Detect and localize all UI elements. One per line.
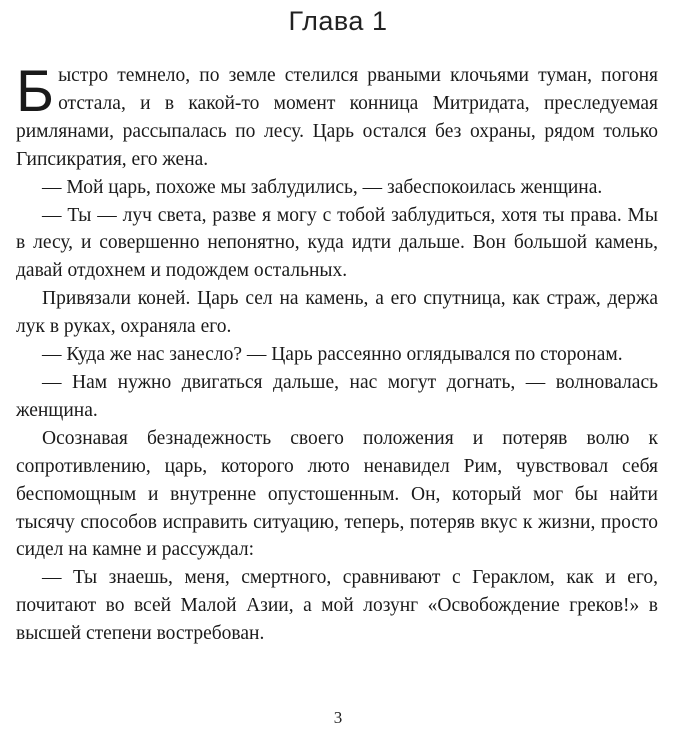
paragraph: — Мой царь, похоже мы заблудились, — забеспокоилась женщина. xyxy=(42,176,603,198)
paragraph-text: ыстро темнело, по земле стелился рваными клочьями туман, погоня отстала, и в какой-то момент конница Митридата, преследуемая римлянами, рассыпалась по лесу. Царь остался без охраны, рядом только Гипсикратия, его жена. xyxy=(16,65,658,170)
paragraph: Привязали коней. Царь сел на камень, а его спутница, как страж, держа лук в руках, охраняла его. xyxy=(16,288,658,338)
paragraph: — Нам нужно двигаться дальше, нас могут догнать, — волновалась женщина. xyxy=(16,371,658,421)
page-number: 3 xyxy=(333,708,343,727)
paragraph: — Ты знаешь, меня, смертного, сравнивают с Гераклом, как и его, почитают во всей Малой Азии, а мой лозунг «Освобождение греков!» в высшей степени востребован. xyxy=(16,567,658,645)
paragraph: — Куда же нас занесло? — Царь рассеянно оглядывался по сторонам. xyxy=(42,344,623,366)
drop-cap: Б xyxy=(16,59,55,124)
paragraph: Осознавая безнадежность своего положения и потеряв волю к сопротивлению, царь, которого люто ненавидел Рим, чувствовал себя беспомощным и внутренне опустошенным. Он, который мог бы найти тысячу способов исправить ситуацию, теперь, потеряв вкус к жизни, просто сидел на камне и рассуждал: xyxy=(16,427,658,561)
chapter-body xyxy=(16,59,658,648)
paragraph xyxy=(16,59,658,174)
paragraph: — Ты — луч света, разве я могу с тобой заблудиться, хотя ты права. Мы в лесу, и совершенно непонятно, куда идти дальше. Вон большой камень, давай отдохнем и подождем остальных. xyxy=(16,204,658,282)
chapter-title: Глава 1 xyxy=(288,6,388,36)
